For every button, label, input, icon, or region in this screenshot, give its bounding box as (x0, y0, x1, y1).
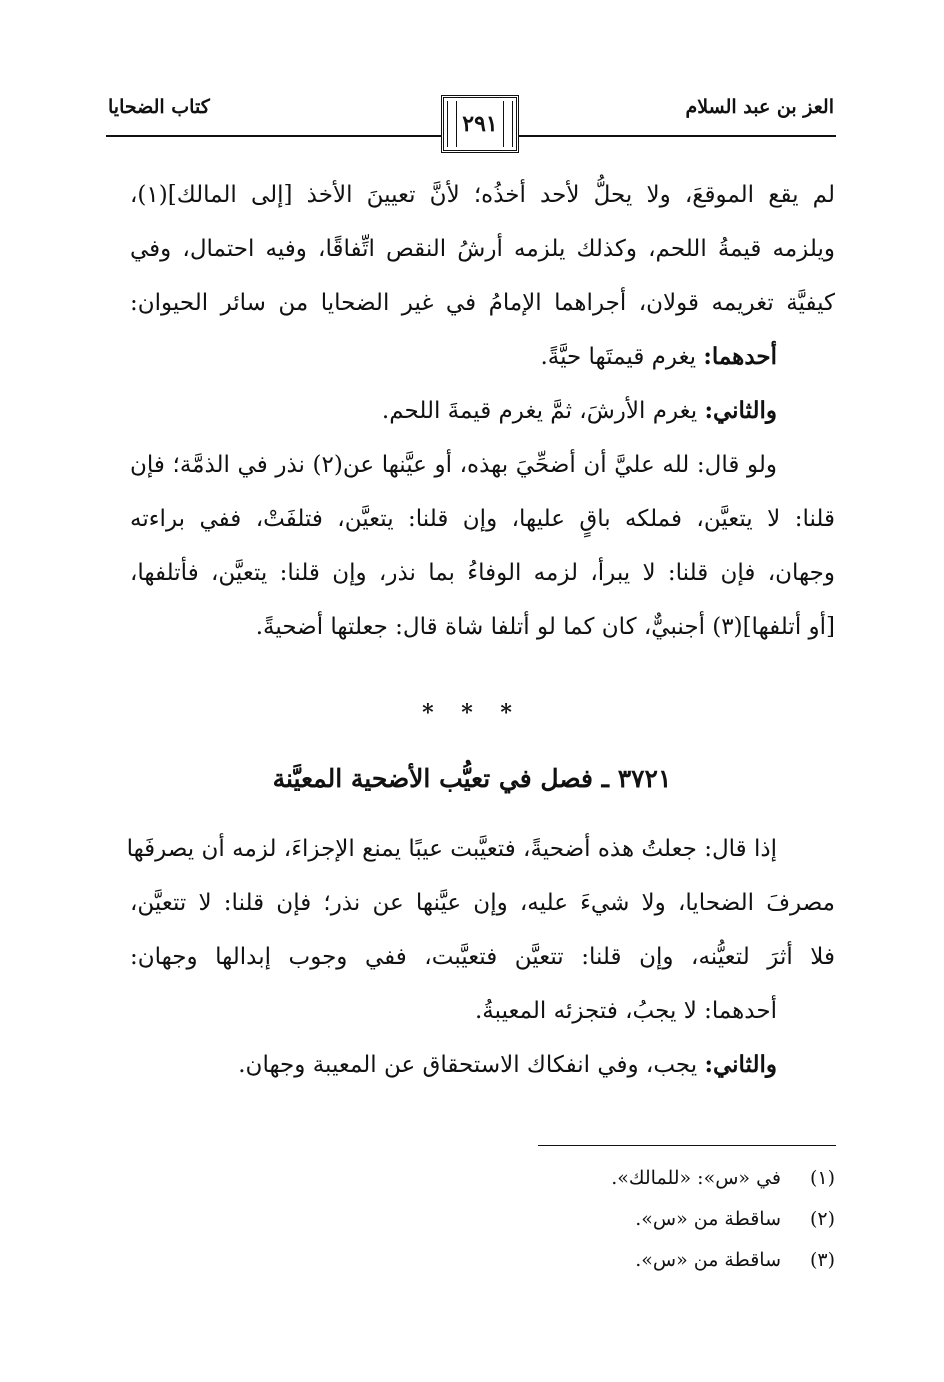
text-line: إذا قال: جعلتُ هذه أضحيةً، فتعيَّبت عيبًا يمنع الإجزاءَ، لزمه أن يصرفَها (126, 836, 777, 862)
running-header-author: العز بن عبد السلام (685, 96, 834, 118)
option-label: أحدهما: (703, 343, 777, 370)
page-number-frame (441, 95, 519, 153)
option-label: والثاني: (704, 1051, 777, 1078)
footnote-number: (٢) (809, 1208, 835, 1230)
footnote-text: في «س»: «للمالك». (611, 1167, 781, 1189)
option-text: يجب، وفي انفكاك الاستحقاق عن المعيبة وجهان. (238, 1052, 705, 1078)
option-label: والثاني: (704, 397, 777, 424)
text-line: مصرفَ الضحايا، ولا شيءَ عليه، وإن عيَّنها عن نذر؛ فإن قلنا: لا تتعيَّن، (130, 890, 835, 916)
option-line-1 (130, 330, 835, 384)
text-line: ويلزمه قيمةُ اللحم، وكذلك يلزمه أرشُ النقص اتِّفاقًا، وفيه احتمال، وفي (130, 236, 835, 262)
text-line: قلنا: لا يتعيَّن، فملكه باقٍ عليها، وإن قلنا: يتعيَّن، فتلفَتْ، ففي براءته (130, 506, 835, 532)
footnotes (130, 1158, 835, 1281)
option-text: يغرم قيمتَها حيَّةً. (540, 344, 704, 370)
section-separator: * * * (422, 700, 522, 726)
option-text: لا يجبُ، فتجزئه المعيبةُ. (474, 998, 705, 1024)
footnote-text: ساقطة من «س». (635, 1249, 781, 1271)
running-header-book-title: كتاب الضحايا (108, 96, 210, 118)
section-heading: ٣٧٢١ ـ فصل في تعيُّب الأضحية المعيَّنة (272, 764, 672, 793)
footnote-number: (٣) (809, 1249, 835, 1271)
text-line: ولو قال: لله عليَّ أن أضحِّيَ بهذه، أو عيَّنها عن(٢) نذر في الذمَّة؛ فإن (130, 452, 778, 478)
paragraph-1 (130, 168, 835, 654)
option-line-4 (130, 1038, 835, 1092)
option-text: يغرم الأرشَ، ثمَّ يغرم قيمةَ اللحم. (381, 398, 705, 424)
text-line: [أو أتلفها](٣) أجنبيٌّ، كان كما لو أتلفا شاة قال: جعلتها أضحيةً. (255, 614, 835, 640)
text-line: فلا أثرَ لتعيُّنه، وإن قلنا: تتعيَّن فتعيَّبت، ففي وجوب إبدالها وجهان: (130, 944, 835, 970)
option-label: أحدهما: (704, 998, 777, 1024)
footnote-text: ساقطة من «س». (635, 1208, 781, 1230)
footnote-number: (١) (809, 1167, 835, 1189)
text-line: لم يقع الموقعَ، ولا يحلُّ لأحد أخذُه؛ لأنَّ تعيينَ الأخذ [إلى المالك](١)، (130, 182, 835, 208)
page-number: ٢٩١ (462, 111, 498, 137)
option-line-3 (130, 984, 835, 1038)
text-line: وجهان، فإن قلنا: لا يبرأ، لزمه الوفاءُ بما نذر، وإن قلنا: يتعيَّن، فأتلفها، (130, 560, 835, 586)
text-line: كيفيَّة تغريمه قولان، أجراهما الإمامُ في غير الضحايا من سائر الحيوان: (130, 290, 835, 316)
footnote (130, 1158, 835, 1199)
footnote (130, 1240, 835, 1281)
option-line-2 (130, 384, 835, 438)
footnote (130, 1199, 835, 1240)
footnote-rule (538, 1145, 836, 1146)
paragraph-3 (126, 822, 835, 1092)
